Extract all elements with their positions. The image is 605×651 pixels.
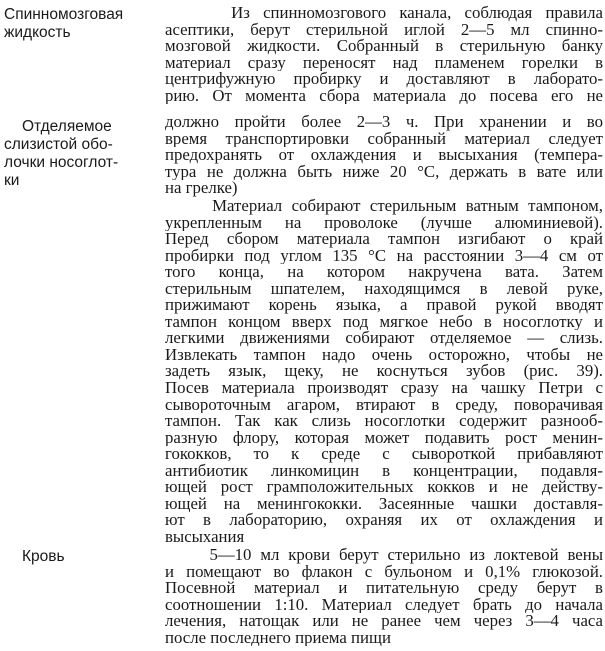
text-line: предохранять от охлаждения и высыхания (темпера- — [165, 147, 603, 164]
text-line: асептики, берут стерильной иглой 2—5 мл спинно- — [165, 21, 603, 39]
text-line: и помещают во флакон с бульоном и 0,1% глюкозой. — [165, 563, 603, 581]
text-line: Посев материала производят сразу на чашку Петри с — [165, 380, 603, 397]
text-line: мозговой жидкости. Собранный в стерильную банку — [165, 38, 603, 55]
text-line: ющей на менингококки. Засеянные чашки доставля- — [165, 495, 603, 513]
text-line: 5—10 мл крови берут стерильно из локтевой вены — [165, 547, 603, 564]
text-line: центрифужную пробирку и доставляют в лаборато- — [165, 71, 603, 88]
text-line: после последнего приема пищи — [165, 629, 391, 647]
term-line: лочки носоглот- — [4, 154, 119, 171]
term-line: Отделяемое — [22, 118, 112, 135]
text-line: стерильным шпателем, находящимся в левой руке, — [165, 280, 603, 298]
term-line: Спинномозговая — [4, 6, 124, 23]
text-line: легкими движениями собирают отделяемое — слизь. — [165, 330, 603, 347]
term-nasopharyngeal-mucus — [4, 118, 162, 190]
description-cerebrospinal-fluid — [165, 5, 603, 197]
text-line: разную флору, которая может подавить рост менин- — [165, 429, 603, 447]
text-line: ют в лабораторию, охраняя их от охлаждения и — [165, 512, 603, 529]
term-line: ки — [4, 172, 20, 189]
text-line: ющей рост грамположительных кокков и не действу- — [165, 479, 603, 496]
text-line: рию. От момента сбора материала до посева его не — [165, 87, 603, 105]
term-blood — [22, 548, 162, 566]
text-line: прижимают корень языка, а правой рукой вводят — [165, 297, 603, 314]
text-line: Из спинномозгового канала, соблюдая правила — [165, 5, 603, 22]
text-line: антибиотик линкомицин в концентрации, подавля- — [165, 462, 603, 480]
text-line: пробирки под углом 135 °С на расстоянии 3—4 см от — [165, 247, 603, 265]
text-line: материал сразу переносят над пламенем горелки в — [165, 54, 603, 72]
description-nasopharyngeal-mucus — [165, 198, 603, 545]
text-line: задеть язык, щеку, не коснуться зубов (рис. 39). — [165, 363, 603, 381]
term-line: жидкость — [4, 24, 71, 41]
text-line: тампон концом вверх под мягкое небо в носоглотку и — [165, 313, 603, 331]
text-line: гококков, то к среде с сывороткой прибавляют — [165, 446, 603, 463]
text-line: Извлекать тампон надо очень осторожно, чтобы не — [165, 346, 603, 364]
text-line: время транспортировки собранный материал следует — [165, 130, 603, 148]
description-blood — [165, 547, 603, 646]
term-line: Кровь — [22, 548, 65, 565]
term-cerebrospinal-fluid — [4, 6, 164, 42]
term-line: слизистой обо- — [4, 136, 113, 153]
text-line: укрепленным на проволоке (лучше алюминиевой). — [165, 214, 603, 232]
text-line: того конца, на котором накручена вата. Затем — [165, 264, 603, 281]
text-line: соотношении 1:10. Материал следует брать до начала — [165, 596, 603, 614]
text-line: Перед сбором материала тампон изгибают о край — [165, 231, 603, 248]
text-line: высыхания — [165, 528, 245, 546]
text-line: лечения, натощак или не ранее чем через 3—4 часа — [165, 613, 603, 630]
text-line: Посевной материал и питательную среду берут в — [165, 580, 603, 597]
text-line: на грелке) — [165, 180, 238, 198]
text-line: тура не должна быть ниже 20 °С, держать в вате или — [165, 163, 603, 181]
text-line: сывороточным агаром, втирают в среду, поворачивая — [165, 396, 603, 414]
text-line: тампон. Так как слизь носоглотки содержит разнооб- — [165, 413, 603, 430]
text-line: Материал собирают стерильным ватным тампоном, — [165, 198, 603, 215]
text-line: должно пройти более 2—3 ч. При хранении и во — [165, 114, 603, 131]
